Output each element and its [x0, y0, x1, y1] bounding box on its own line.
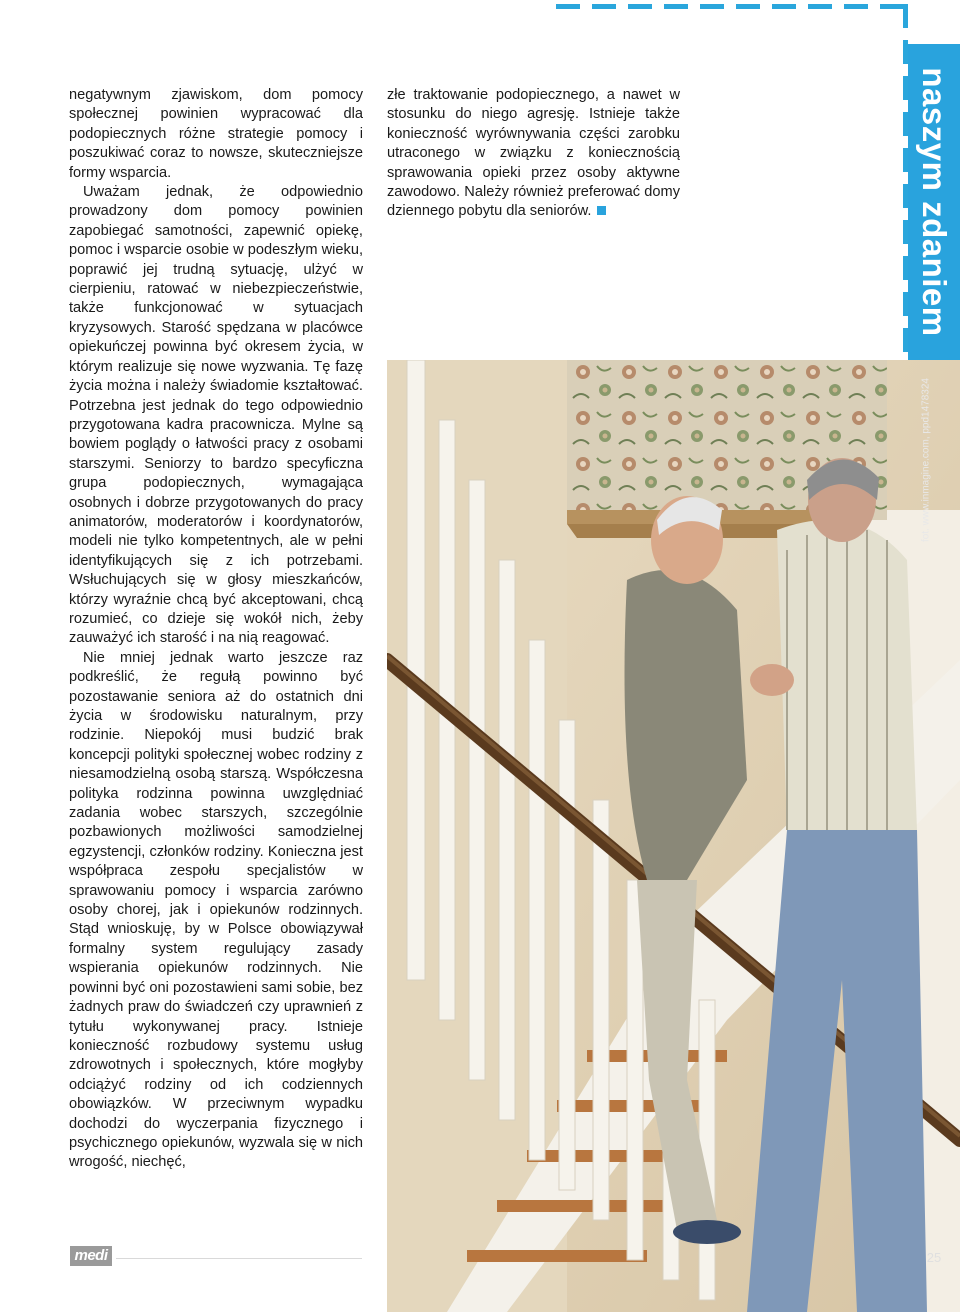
article-paragraph: Uważam jednak, że odpowiednio prowadzony dom pomocy powinien zapobiegać samotności, zapewnić opiekę, pomoc i wsparcie osobie w podeszłym wieku, poprawić jej trudną sytuację, ulżyć w cierpieniu, ratować w niebezpieczeństwie, także funkcjonować w sytuacjach kryzysowych. Starość spędzana w placówce opiekuńczej powinna być okresem życia, w którym realizuje się nowe wyzwania. Tę fazę życia można i należy świadomie kształtować. Potrzebna jest jednak do tego odpowiednio przygotowana kadra pracownicza. Mylne są bowiem poglądy o łatwości pracy z osobami starszymi. Seniorzy to bardzo specyficzna grupa podopiecznych, wymagająca osobnych i dobrze przygotowanych do pracy animatorów, moderatorów i koordynatorów, modeli nie tylko kompetentnych, ale w pełni identyfikujących się z ich potrzebami. Wsłuchujących się w głosy mieszkańców, którzy wyraźnie chcą być akceptowani, chcą rozumieć, co dzieje się wokół nich, żeby zauważyć ich starość i na nią reagować.	[69, 184, 363, 647]
article-paragraph-text: złe traktowanie podopiecznego, a nawet w stosunku do niego agresję. Istnieje także konieczność wyrównywania części zarobku utraconego w związku z koniecznością sprawowania opieki przez osoby aktywne zawodowo. Należy również preferować domy dziennego pobytu dla seniorów.	[387, 87, 680, 220]
article-paragraph-end	[387, 86, 680, 222]
section-title	[908, 44, 960, 360]
article-paragraph: negatywnym zjawiskom, dom pomocy społecznej powinien wypracować dla podopiecznych różne strategie pomocy i poszukiwać coraz to nowsze, skuteczniejsze formy wsparcia.	[69, 87, 363, 181]
right-text-column	[387, 86, 680, 222]
section-title-text: naszym zdaniem	[916, 67, 953, 337]
left-text-column	[69, 86, 363, 1173]
photo-credit	[916, 370, 936, 550]
footer-rule	[116, 1258, 362, 1259]
photo-credit-text: fot. www.inmagine.com, ppd1478324	[920, 378, 932, 542]
top-dashed-border	[556, 4, 906, 9]
end-of-article-square-icon	[597, 206, 606, 215]
magazine-logo: medi	[70, 1246, 112, 1266]
stairs-photo	[387, 360, 960, 1312]
article-paragraph: Nie mniej jednak warto jeszcze raz podkreślić, że regułą powinno być pozostawanie seniora aż do ostatnich dni życia w środowisku naturalnym, przy rodzinie. Niepokój musi budzić brak koncepcji polityki społecznej wobec rodziny z niesamodzielną osobą starszą. Współczesna polityka rodzinna powinna uwzględniać zadania wobec starszych, szczególnie pozbawionych możliwości samodzielnej egzystencji, członków rodziny. Konieczna jest współpraca zespołu specjalistów w sprawowaniu pomocy i wsparcia zarówno osoby chorej, jak i opiekunów rodzinnych. Stąd wnioskuję, by w Polsce obowiązywał formalny system regulujący zasady wspierania opiekunów rodzinnych. Nie powinni być oni pozostawieni sami sobie, bez żadnych praw do świadczeń czy uprawnień z tytułu wykonywanej pracy. Istnieje konieczność rozbudowy systemu usług zdrowotnych i społecznych, które mogłyby odciążyć rodziny od ich codziennych obowiązków. W przeciwnym wypadku dochodzi do wyczerpania fizycznego i psychicznego opiekunów, wyzwala się w nich wrogość, niechęć,	[69, 649, 363, 1171]
page-number: 25	[926, 1250, 942, 1265]
